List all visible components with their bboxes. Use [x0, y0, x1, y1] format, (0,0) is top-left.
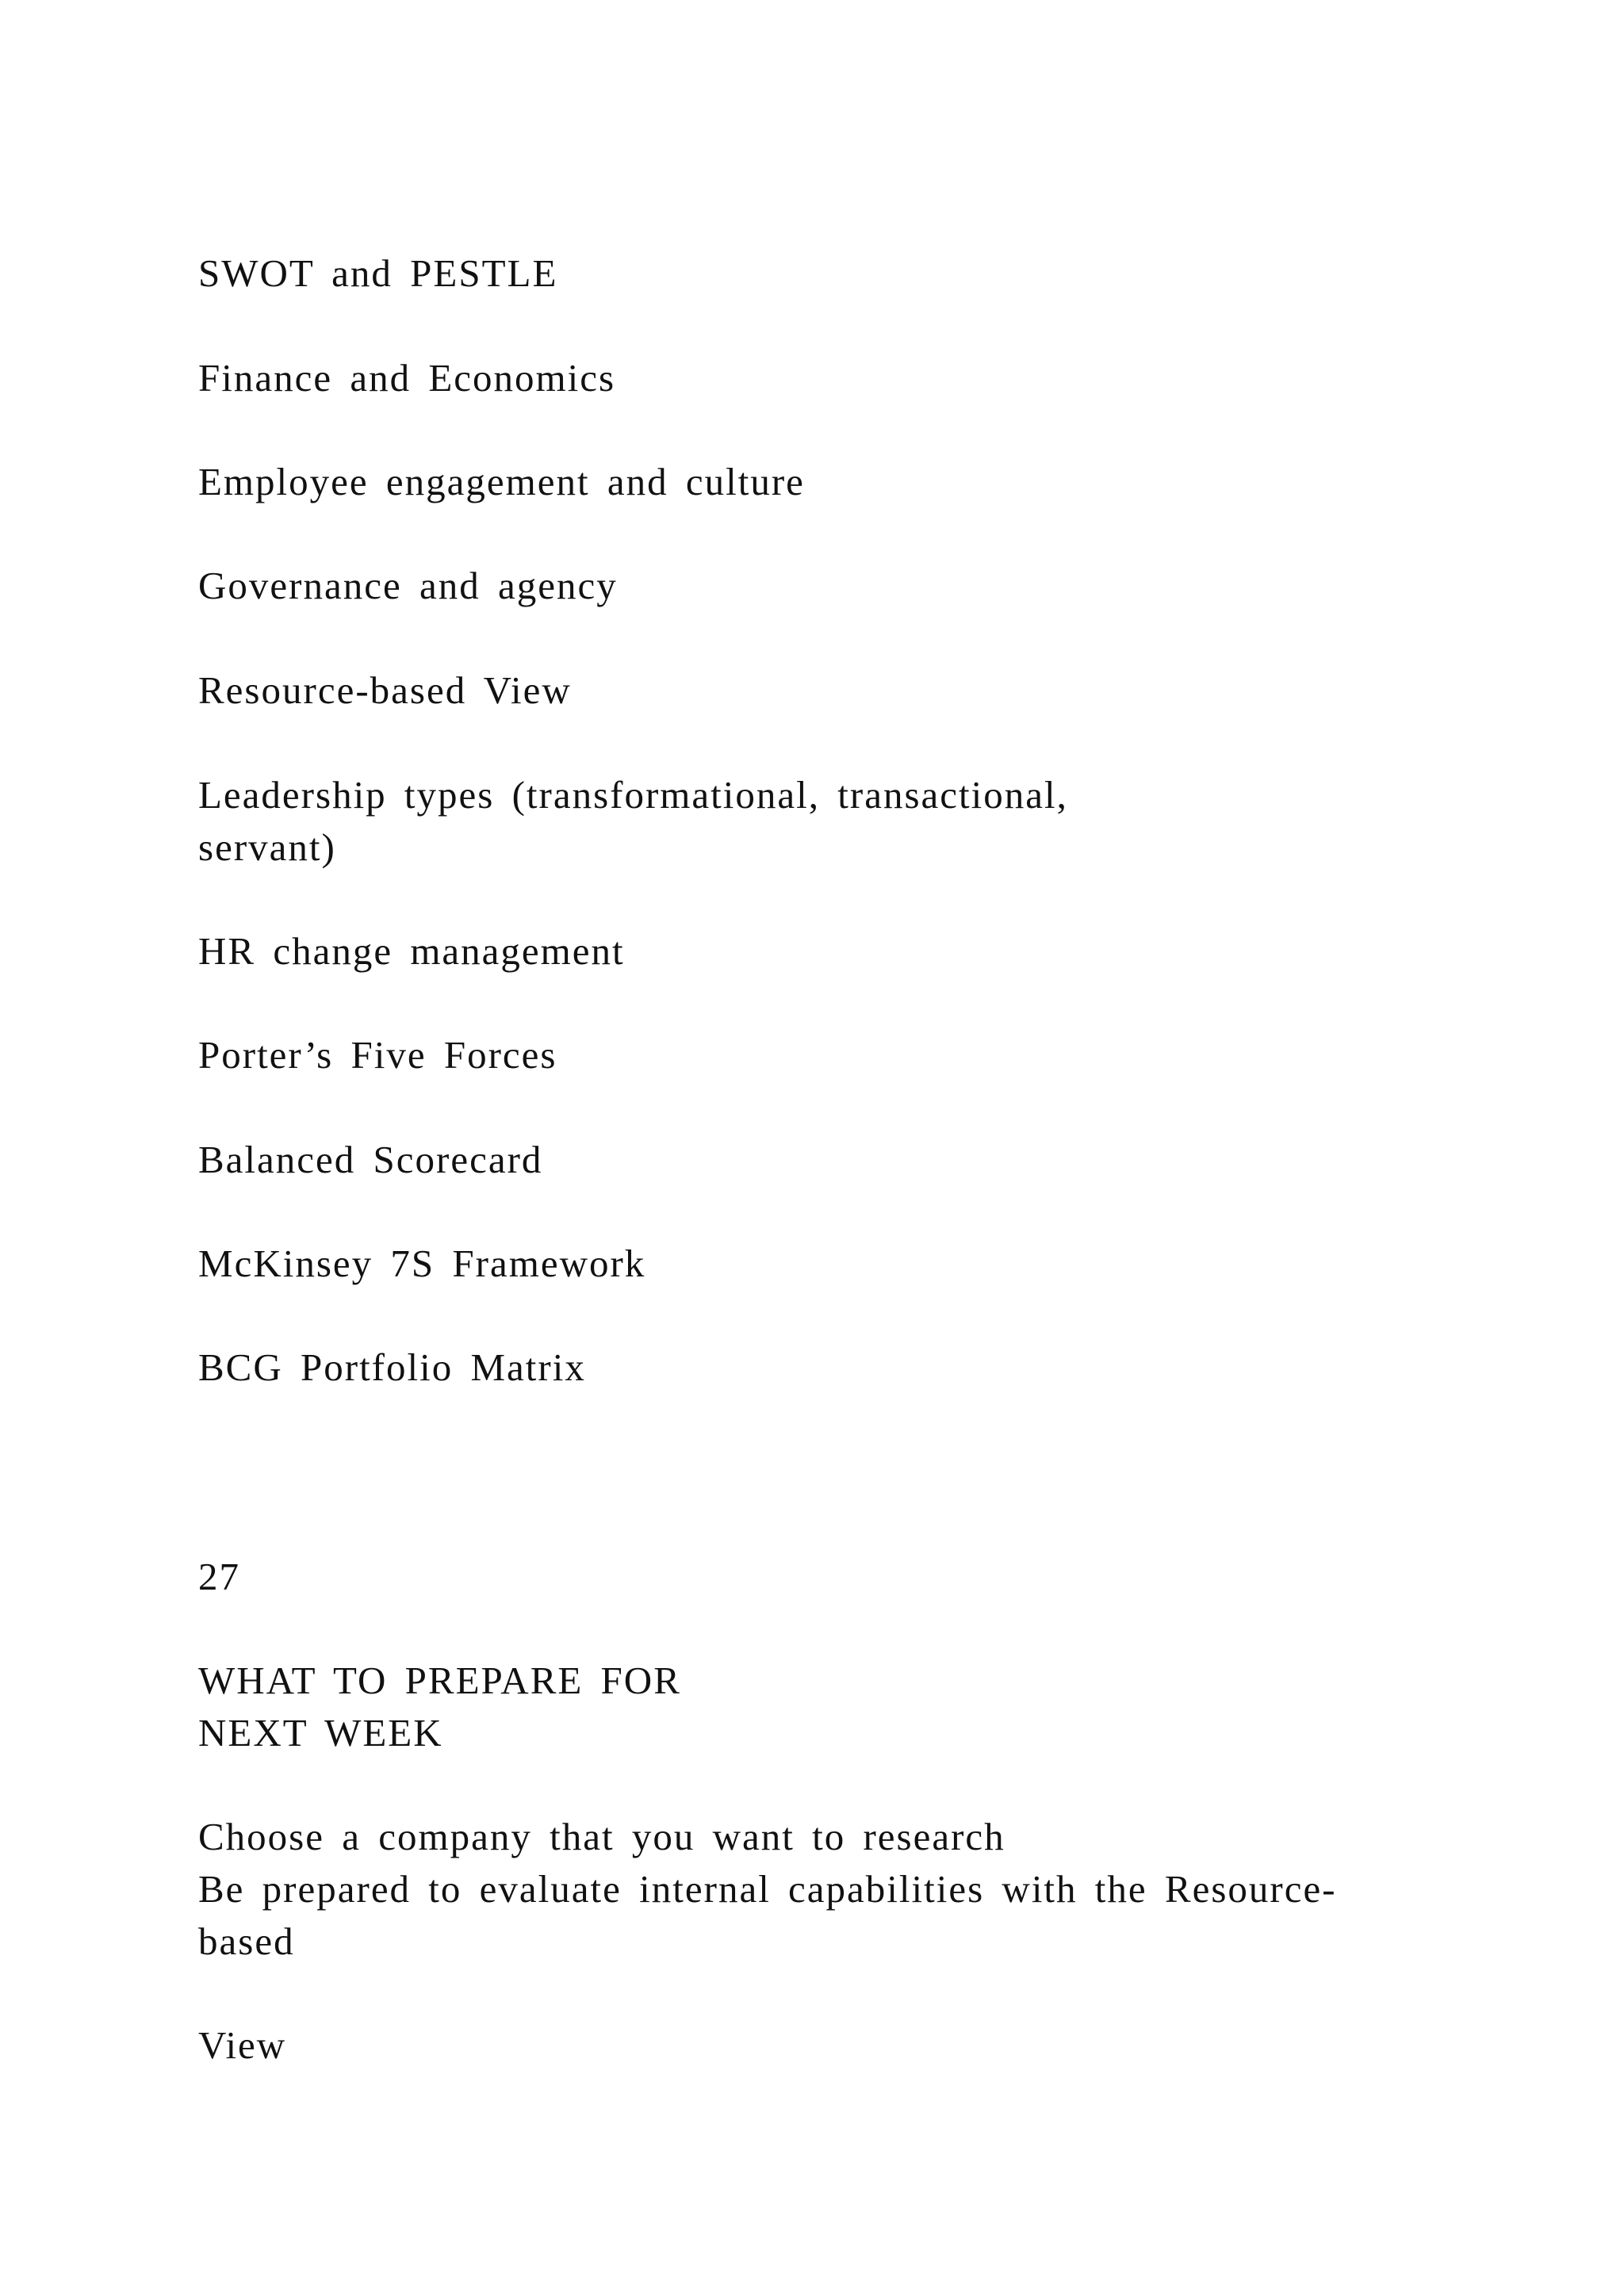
topic-employee-engagement: Employee engagement and culture	[198, 460, 805, 503]
topic-governance-agency: Governance and agency	[198, 564, 618, 607]
instruction-evaluate-capabilities: Be prepared to evaluate internal capabilities with the Resource- based	[198, 1867, 1337, 1963]
topic-hr-change-management: HR change management	[198, 929, 625, 973]
topic-leadership-types: Leadership types (transformational, transactional, servant)	[198, 773, 1068, 869]
topic-porters-five-forces: Porter’s Five Forces	[198, 1033, 557, 1077]
section-heading: WHAT TO PREPARE FOR NEXT WEEK	[198, 1659, 681, 1755]
topic-swot-pestle: SWOT and PESTLE	[198, 251, 558, 295]
page-number: 27	[198, 1555, 240, 1598]
topic-mckinsey-7s: McKinsey 7S Framework	[198, 1242, 646, 1285]
topic-resource-based-view: Resource-based View	[198, 668, 572, 712]
topic-balanced-scorecard: Balanced Scorecard	[198, 1138, 543, 1181]
instruction-view: View	[198, 2023, 287, 2067]
instruction-choose-company: Choose a company that you want to research	[198, 1815, 1005, 1858]
topic-bcg-matrix: BCG Portfolio Matrix	[198, 1345, 586, 1389]
topic-finance-economics: Finance and Economics	[198, 356, 616, 400]
